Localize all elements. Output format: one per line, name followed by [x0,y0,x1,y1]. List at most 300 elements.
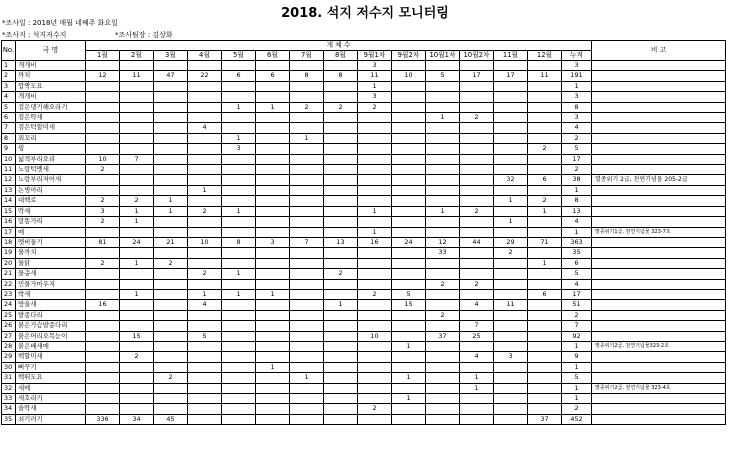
total-cell: 1 [562,227,592,237]
total-cell: 17 [562,289,592,299]
count-cell [392,404,426,414]
count-cell: 2 [86,258,120,268]
count-cell [290,341,324,351]
count-cell [494,154,528,164]
count-cell [324,227,358,237]
count-cell [120,300,154,310]
count-cell [120,133,154,143]
species-name: 꿩 [16,144,86,154]
total-cell: 5 [562,373,592,383]
count-cell [290,352,324,362]
count-cell [256,258,290,268]
count-cell [460,133,494,143]
count-cell [120,102,154,112]
count-cell [188,113,222,123]
count-cell: 1 [392,341,426,351]
count-cell [324,352,358,362]
table-row [2,279,726,289]
count-cell: 37 [426,331,460,341]
header-month: 12월 [528,51,562,61]
remark-cell [592,331,726,341]
count-cell [188,352,222,362]
count-cell [290,113,324,123]
count-cell [290,394,324,404]
count-cell: 8 [290,71,324,81]
count-cell: 1 [392,394,426,404]
count-cell [528,310,562,320]
count-cell: 1 [324,300,358,310]
count-cell [324,81,358,91]
table-row [2,227,726,237]
count-cell: 2 [494,248,528,258]
count-cell [426,362,460,372]
row-number: 23 [2,289,16,299]
count-cell: 336 [86,414,120,424]
species-name: 민물가마우지 [16,279,86,289]
page-title: 2018. 석지 저수지 모니터링 [281,6,449,21]
count-cell [324,414,358,424]
count-cell: 24 [392,237,426,247]
count-cell: 11 [494,300,528,310]
count-cell [494,269,528,279]
count-cell [392,310,426,320]
count-cell [528,331,562,341]
count-cell [426,175,460,185]
count-cell [460,269,494,279]
count-cell [188,279,222,289]
count-cell [324,154,358,164]
count-cell [528,300,562,310]
count-cell: 1 [528,258,562,268]
header-month: 9월1차 [358,51,392,61]
species-name: 쇠기러기 [16,414,86,424]
species-name: 개개비 [16,61,86,71]
row-number: 19 [2,248,16,258]
total-cell: 1 [562,81,592,91]
count-cell [358,248,392,258]
species-name: 논병아리 [16,185,86,195]
count-cell [188,362,222,372]
count-cell [324,279,358,289]
row-number: 26 [2,321,16,331]
count-cell [392,165,426,175]
table-row [2,310,726,320]
count-cell [290,154,324,164]
count-cell [222,196,256,206]
table-row [2,81,726,91]
count-cell: 34 [120,414,154,424]
table-row [2,165,726,175]
count-cell: 5 [188,331,222,341]
total-cell: 8 [562,196,592,206]
count-cell [426,383,460,393]
count-cell [426,394,460,404]
table-row [2,300,726,310]
count-cell [426,404,460,414]
count-cell [392,248,426,258]
remark-cell [592,289,726,299]
count-cell [494,206,528,216]
remark-cell [592,237,726,247]
count-cell [358,144,392,154]
count-cell [256,133,290,143]
count-cell: 16 [358,237,392,247]
count-cell: 2 [460,113,494,123]
remark-cell [592,310,726,320]
count-cell [358,154,392,164]
count-cell [256,394,290,404]
count-cell: 1 [120,217,154,227]
count-cell [426,373,460,383]
count-cell [290,383,324,393]
count-cell: 71 [528,237,562,247]
count-cell [324,383,358,393]
row-number: 27 [2,331,16,341]
count-cell [222,81,256,91]
count-cell [426,269,460,279]
count-cell [120,341,154,351]
count-cell [392,227,426,237]
count-cell [188,144,222,154]
count-cell: 1 [188,185,222,195]
count-cell [392,258,426,268]
count-cell [426,258,460,268]
count-cell [256,113,290,123]
count-cell: 1 [222,102,256,112]
count-cell [222,248,256,258]
count-cell [188,321,222,331]
species-name: 발종다리 [16,310,86,320]
count-cell [256,404,290,414]
count-cell: 3 [222,144,256,154]
count-cell [86,144,120,154]
header-total: 누적 [562,51,592,61]
row-number: 22 [2,279,16,289]
row-number: 33 [2,394,16,404]
count-cell [154,404,188,414]
count-cell [324,362,358,372]
count-cell [256,310,290,320]
count-cell [290,404,324,414]
row-number: 1 [2,61,16,71]
count-cell [494,394,528,404]
total-cell: 191 [562,71,592,81]
count-cell [154,362,188,372]
count-cell [120,175,154,185]
remark-cell: 멸종위기1급, 천연기념물 323-7호 [592,227,726,237]
count-cell [528,404,562,414]
count-cell [222,331,256,341]
count-cell [460,92,494,102]
count-cell [358,269,392,279]
count-cell [154,185,188,195]
count-cell [460,289,494,299]
count-cell: 2 [290,102,324,112]
remark-cell [592,300,726,310]
count-cell [256,331,290,341]
total-cell: 51 [562,300,592,310]
count-cell [324,113,358,123]
header-month: 6월 [256,51,290,61]
count-cell [222,217,256,227]
count-cell: 1 [426,113,460,123]
count-cell [392,61,426,71]
count-cell [528,154,562,164]
count-cell [358,321,392,331]
count-cell [154,227,188,237]
count-cell: 15 [392,300,426,310]
count-cell [528,217,562,227]
count-cell [460,175,494,185]
count-cell [426,123,460,133]
count-cell [426,321,460,331]
total-cell: 35 [562,248,592,258]
total-cell: 7 [562,321,592,331]
count-cell [188,175,222,185]
count-cell [290,258,324,268]
remark-cell [592,113,726,123]
table-row [2,154,726,164]
table-row [2,175,726,185]
count-cell [324,331,358,341]
remark-cell [592,81,726,91]
count-cell [460,414,494,424]
count-cell: 2 [426,310,460,320]
table-row [2,217,726,227]
count-cell [358,300,392,310]
count-cell: 1 [256,362,290,372]
count-cell: 2 [324,269,358,279]
count-cell [86,362,120,372]
count-cell: 3 [494,352,528,362]
table-row [2,289,726,299]
count-cell: 6 [528,175,562,185]
header-remarks: 비 고 [592,41,726,61]
count-cell [358,414,392,424]
count-cell [222,92,256,102]
count-cell: 2 [188,269,222,279]
count-cell [188,373,222,383]
table-row [2,123,726,133]
count-cell [154,61,188,71]
count-cell: 3 [358,61,392,71]
count-cell [494,123,528,133]
species-name: 말똥가리 [16,217,86,227]
count-cell [392,92,426,102]
count-cell [392,102,426,112]
count-cell: 37 [528,414,562,424]
count-cell [188,227,222,237]
count-cell [358,196,392,206]
count-cell [324,310,358,320]
count-cell [528,321,562,331]
count-cell [256,175,290,185]
count-cell [460,102,494,112]
count-cell: 6 [256,71,290,81]
count-cell [460,248,494,258]
count-cell: 11 [120,71,154,81]
count-cell: 2 [86,196,120,206]
table-row [2,196,726,206]
count-cell [154,289,188,299]
count-cell [494,383,528,393]
count-cell [154,92,188,102]
count-cell: 1 [460,383,494,393]
table-row [2,144,726,154]
count-cell [528,133,562,143]
count-cell [120,185,154,195]
count-cell [222,352,256,362]
count-cell [494,113,528,123]
count-cell [392,269,426,279]
count-cell [222,394,256,404]
header-month: 11월 [494,51,528,61]
count-cell [392,133,426,143]
count-cell: 17 [494,71,528,81]
count-cell [426,352,460,362]
total-cell: 92 [562,331,592,341]
count-cell: 6 [222,71,256,81]
count-cell [86,352,120,362]
count-cell [358,123,392,133]
total-cell: 1 [562,383,592,393]
count-cell: 11 [528,71,562,81]
count-cell [86,133,120,143]
count-cell [358,185,392,195]
row-number: 8 [2,133,16,143]
count-cell [528,279,562,289]
remark-cell [592,133,726,143]
row-number: 30 [2,362,16,372]
remark-cell [592,362,726,372]
count-cell: 12 [86,71,120,81]
count-cell [290,331,324,341]
count-cell [154,269,188,279]
count-cell [154,217,188,227]
count-cell [528,373,562,383]
count-cell [256,154,290,164]
table-row [2,248,726,258]
count-cell [256,414,290,424]
total-cell: 8 [562,102,592,112]
species-name: 백할미새 [16,352,86,362]
count-cell: 3 [86,206,120,216]
count-cell [188,310,222,320]
count-cell: 3 [256,237,290,247]
count-cell: 7 [120,154,154,164]
count-cell: 2 [154,258,188,268]
count-cell [290,310,324,320]
monitoring-table [1,40,726,425]
count-cell [154,133,188,143]
count-cell [222,373,256,383]
table-row [2,352,726,362]
count-cell [324,61,358,71]
count-cell [358,217,392,227]
count-cell [290,300,324,310]
count-cell [290,185,324,195]
row-number: 20 [2,258,16,268]
count-cell: 1 [494,196,528,206]
count-cell [120,394,154,404]
count-cell: 44 [460,237,494,247]
species-name: 깝짝도요 [16,81,86,91]
survey-site: *조사지 : 석지저수지 [2,31,67,39]
count-cell: 1 [494,217,528,227]
species-name: 꾀꼬리 [16,133,86,143]
count-cell [86,123,120,133]
count-cell: 2 [528,144,562,154]
count-cell [222,61,256,71]
species-name: 물닭 [16,258,86,268]
count-cell [154,123,188,133]
count-cell [358,133,392,143]
row-number: 6 [2,113,16,123]
remark-cell [592,279,726,289]
count-cell [120,61,154,71]
count-cell: 17 [460,71,494,81]
count-cell [154,248,188,258]
count-cell [358,383,392,393]
table-row [2,61,726,71]
count-cell [86,102,120,112]
row-number: 11 [2,165,16,175]
count-cell: 1 [290,373,324,383]
count-cell [154,310,188,320]
count-cell: 24 [120,237,154,247]
total-cell: 5 [562,269,592,279]
count-cell [426,227,460,237]
count-cell [86,185,120,195]
count-cell [494,279,528,289]
count-cell [460,227,494,237]
count-cell: 81 [86,237,120,247]
count-cell [358,113,392,123]
count-cell [494,414,528,424]
row-number: 28 [2,341,16,351]
count-cell [188,92,222,102]
remark-cell [592,414,726,424]
count-cell [290,248,324,258]
count-cell [528,113,562,123]
count-cell [460,217,494,227]
remark-cell [592,165,726,175]
total-cell: 38 [562,175,592,185]
count-cell [86,404,120,414]
row-number: 35 [2,414,16,424]
count-cell [426,154,460,164]
species-name: 물총새 [16,269,86,279]
row-number: 13 [2,185,16,195]
count-cell [426,92,460,102]
count-cell [392,144,426,154]
species-name: 매 [16,227,86,237]
count-cell [154,113,188,123]
total-cell: 17 [562,154,592,164]
count-cell [358,165,392,175]
count-cell [392,196,426,206]
count-cell [392,175,426,185]
row-number: 29 [2,352,16,362]
count-cell [528,102,562,112]
count-cell [256,206,290,216]
species-name: 백뛰도요 [16,373,86,383]
count-cell: 7 [290,237,324,247]
count-cell [392,331,426,341]
count-cell [188,414,222,424]
remark-cell [592,92,726,102]
count-cell [324,373,358,383]
